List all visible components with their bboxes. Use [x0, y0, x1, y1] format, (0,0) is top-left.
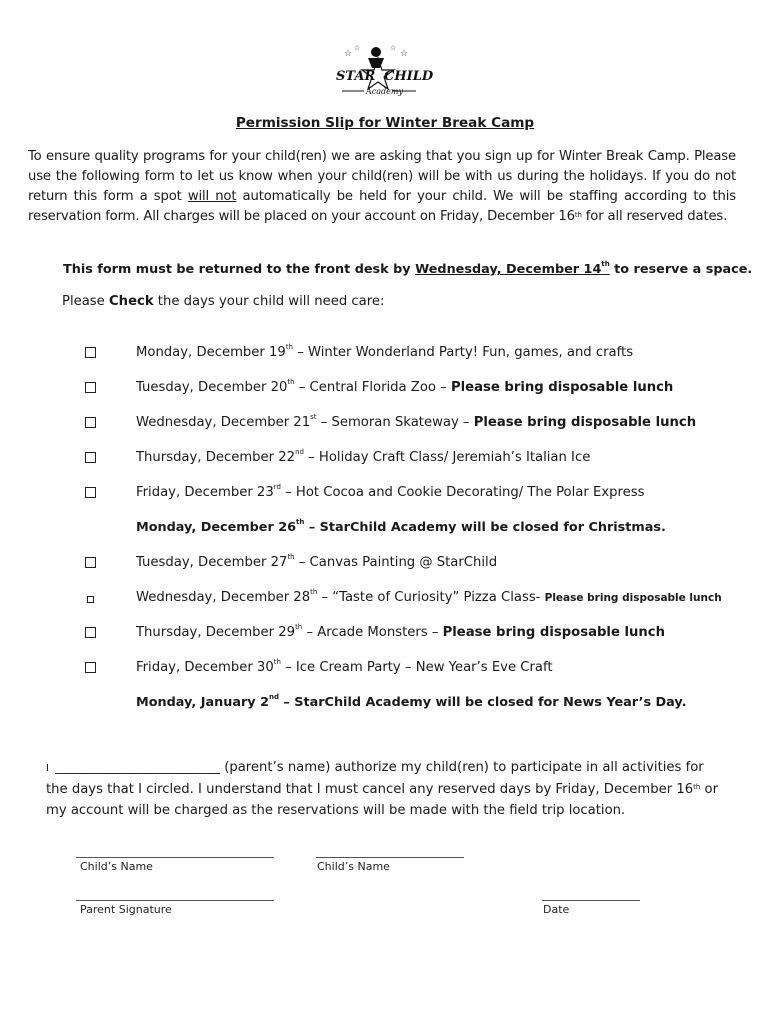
logo-word-child: CHILD [384, 69, 434, 84]
intro-text-3: for all reserved dates. [581, 209, 728, 224]
logo-academy: Academy [366, 87, 403, 96]
day-text: Friday, December 23rd – Hot Cocoa and Cookie Decorating/ The Polar Express [136, 483, 645, 500]
checkbox[interactable] [85, 382, 96, 393]
deadline-notice [63, 262, 752, 277]
svg-text:☆: ☆ [400, 49, 409, 59]
day-text: Tuesday, December 20th – Central Florida Zoo – Please bring disposable lunch [136, 378, 674, 395]
parent-signature-line[interactable] [76, 900, 274, 901]
checkbox[interactable] [85, 452, 96, 463]
day-text: Thursday, December 29th – Arcade Monsters – Please bring disposable lunch [136, 623, 665, 640]
intro-sup: th [574, 211, 582, 219]
child-name-label-2: Child’s Name [317, 860, 390, 873]
child-name-line-2[interactable] [316, 857, 464, 858]
logo-graphic [330, 42, 434, 98]
day-row-dec29 [0, 625, 770, 645]
deadline-date: Wednesday, December 14th [415, 260, 610, 277]
day-row-dec30 [0, 660, 770, 680]
svg-text:☆: ☆ [344, 49, 353, 59]
day-row-dec19 [0, 345, 770, 365]
parent-signature-label: Parent Signature [80, 903, 172, 916]
checkbox[interactable] [85, 347, 96, 358]
intro-paragraph [28, 147, 736, 227]
auth-lead: I [46, 763, 49, 774]
intro-text-1: To ensure quality programs for your child(ren) we are asking that you sign up for Winter Break Camp. Please use the following form to let us know when your child(ren) will be with us during the holidays. If you do not return this form a spot [28, 149, 736, 204]
parent-name-blank[interactable]: _________________________ [55, 760, 220, 775]
day-row-dec27 [0, 555, 770, 575]
day-text: Tuesday, December 27th – Canvas Painting @ StarChild [136, 553, 498, 570]
closed-notice-new-year: Monday, January 2nd – StarChild Academy will be closed for News Year’s Day. [136, 693, 687, 710]
page-title: Permission Slip for Winter Break Camp [235, 115, 535, 131]
checkbox[interactable] [85, 557, 96, 568]
deadline-post: to reserve a space. [609, 262, 753, 277]
child-name-label-1: Child’s Name [80, 860, 153, 873]
checkbox[interactable] [85, 627, 96, 638]
deadline-pre: This form must be returned to the front desk by [63, 262, 416, 277]
day-row-dec21 [0, 415, 770, 435]
date-label: Date [543, 903, 570, 916]
day-text: Thursday, December 22nd – Holiday Craft Class/ Jeremiah’s Italian Ice [136, 448, 591, 465]
authorization-paragraph: I _________________________ (parent’s name) authorize my child(ren) to participate in all activities for the days that I circled. I understand that I must cancel any reserved days by Friday, December 16th or my account will be charged as the reservations will be made with the field trip location. [46, 760, 719, 818]
svg-text:☆: ☆ [354, 44, 361, 52]
day-row-dec22 [0, 450, 770, 470]
date-line[interactable] [542, 900, 640, 901]
checkbox[interactable] [85, 417, 96, 428]
closed-notice-christmas: Monday, December 26th – StarChild Academy will be closed for Christmas. [136, 518, 666, 535]
day-row-dec20 [0, 380, 770, 400]
checkbox[interactable] [85, 487, 96, 498]
day-text: Monday, December 19th – Winter Wonderland Party! Fun, games, and crafts [136, 343, 634, 360]
checkbox[interactable] [87, 596, 94, 603]
checkbox[interactable] [85, 662, 96, 673]
check-instructions: Please Check the days your child will need care: [62, 294, 385, 309]
svg-text:☆: ☆ [390, 44, 397, 52]
day-row-dec23 [0, 485, 770, 505]
day-text: Wednesday, December 21st – Semoran Skateway – Please bring disposable lunch [136, 413, 697, 430]
child-name-line-1[interactable] [76, 857, 274, 858]
intro-emphasis: will not [187, 189, 237, 204]
starchild-academy-logo [330, 42, 434, 98]
logo-word-star: STAR [336, 69, 376, 84]
day-text: Friday, December 30th – Ice Cream Party – New Year’s Eve Craft [136, 658, 553, 675]
day-text: Wednesday, December 28th – “Taste of Curiosity” Pizza Class- Please bring disposable lunch [136, 588, 722, 605]
day-row-dec28 [0, 590, 770, 610]
intro-text-2: automatically be held for your child. We will be staffing according to this reservation form. All charges will be placed on your account on Friday, December 16 [28, 189, 736, 224]
check-bold: Check [109, 294, 154, 309]
